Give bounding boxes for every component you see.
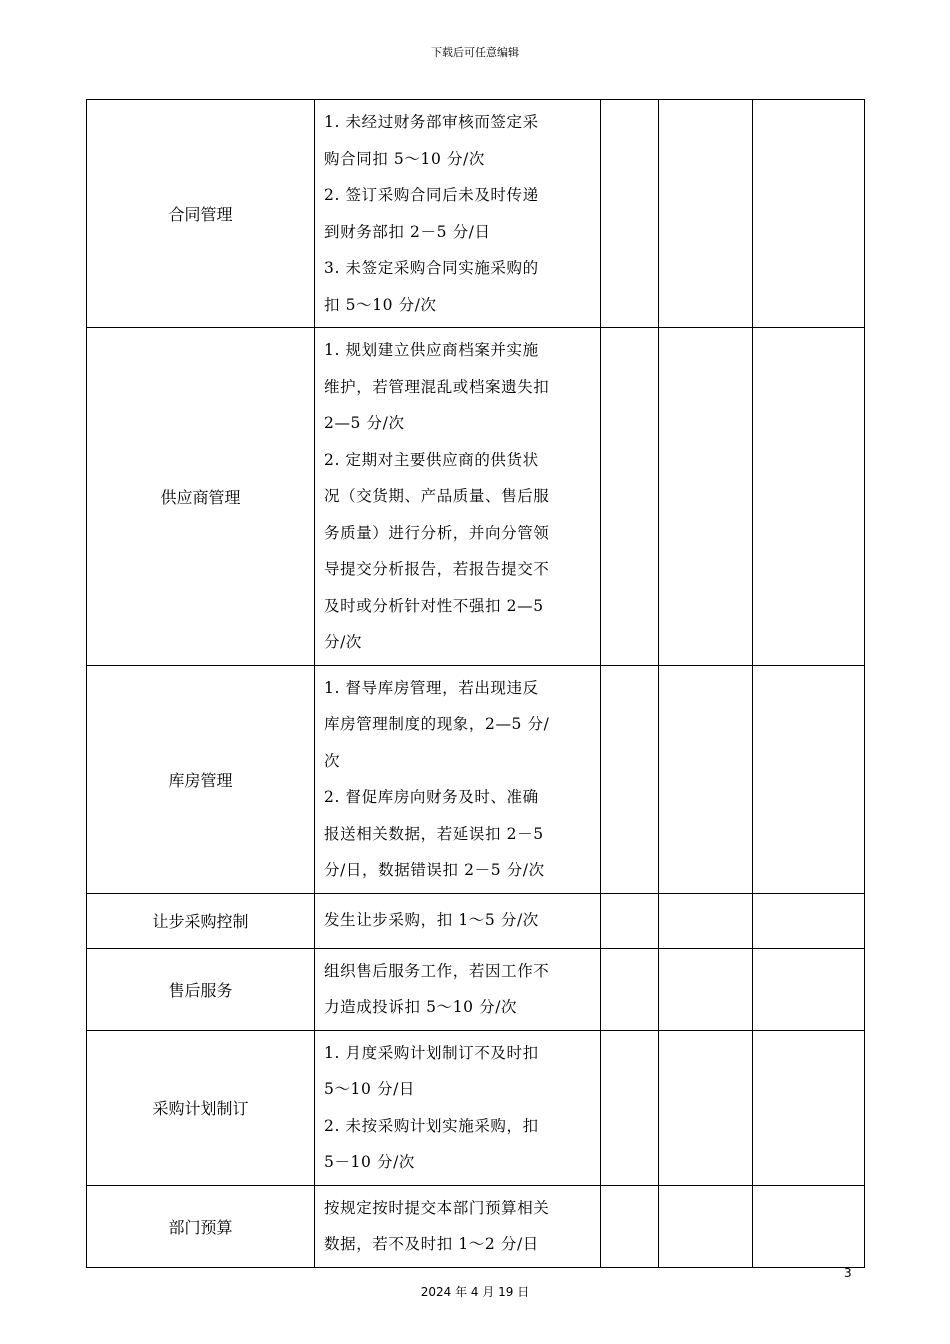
item-cell: 售后服务 bbox=[87, 948, 315, 1030]
page-number: 3 bbox=[844, 1266, 852, 1280]
empty-cell bbox=[753, 893, 865, 948]
standard-line: 维护，若管理混乱或档案遗失扣 bbox=[324, 377, 550, 396]
standard-line: 分/次 bbox=[324, 633, 363, 651]
header-note: 下载后可任意编辑 bbox=[431, 46, 519, 59]
standard-line: 次 bbox=[324, 751, 341, 770]
standard-line: 2. 签订采购合同后未及时传递 bbox=[324, 186, 539, 204]
item-cell: 合同管理 bbox=[87, 100, 315, 328]
standard-line: 5－10 分/次 bbox=[324, 1153, 416, 1171]
empty-cell bbox=[601, 1030, 659, 1185]
empty-cell bbox=[601, 328, 659, 666]
standard-line: 数据，若不及时扣 1～2 分/日 bbox=[324, 1235, 539, 1253]
empty-cell bbox=[753, 1185, 865, 1267]
item-cell: 供应商管理 bbox=[87, 328, 315, 666]
standard-cell bbox=[315, 328, 601, 666]
standard-line: 2. 定期对主要供应商的供货状 bbox=[324, 450, 539, 469]
empty-cell bbox=[753, 665, 865, 893]
item-cell: 库房管理 bbox=[87, 665, 315, 893]
assessment-table bbox=[86, 99, 865, 1268]
empty-cell bbox=[659, 893, 753, 948]
standard-line: 到财务部扣 2－5 分/日 bbox=[324, 222, 491, 241]
empty-cell bbox=[659, 1030, 753, 1185]
standard-cell bbox=[315, 1030, 601, 1185]
empty-cell bbox=[659, 328, 753, 666]
item-cell: 让步采购控制 bbox=[87, 893, 315, 948]
table-row bbox=[87, 948, 865, 1030]
standard-line: 购合同扣 5～10 分/次 bbox=[324, 149, 485, 168]
empty-cell bbox=[601, 1185, 659, 1267]
empty-cell bbox=[659, 100, 753, 328]
standard-cell bbox=[315, 665, 601, 893]
empty-cell bbox=[753, 1030, 865, 1185]
table-row bbox=[87, 100, 865, 328]
standard-line: 5～10 分/日 bbox=[324, 1080, 416, 1098]
empty-cell bbox=[753, 948, 865, 1030]
standard-line: 及时或分析针对性不强扣 2—5 bbox=[324, 596, 544, 615]
standard-line: 组织售后服务工作，若因工作不 bbox=[324, 961, 550, 980]
item-cell: 部门预算 bbox=[87, 1185, 315, 1267]
item-cell: 采购计划制订 bbox=[87, 1030, 315, 1185]
standard-line: 报送相关数据，若延误扣 2－5 bbox=[324, 824, 544, 843]
empty-cell bbox=[753, 328, 865, 666]
standard-cell bbox=[315, 100, 601, 328]
empty-cell bbox=[659, 1185, 753, 1267]
standard-line: 2—5 分/次 bbox=[324, 414, 405, 432]
table-row bbox=[87, 328, 865, 666]
standard-line: 况（交货期、产品质量、售后服 bbox=[324, 487, 550, 505]
standard-cell bbox=[315, 948, 601, 1030]
table-row bbox=[87, 893, 865, 948]
standard-line: 力造成投诉扣 5～10 分/次 bbox=[324, 998, 518, 1016]
empty-cell bbox=[659, 665, 753, 893]
table-row bbox=[87, 1030, 865, 1185]
empty-cell bbox=[659, 948, 753, 1030]
standard-line: 3. 未签定采购合同实施采购的 bbox=[324, 259, 539, 277]
table-row bbox=[87, 1185, 865, 1267]
empty-cell bbox=[601, 665, 659, 893]
standard-line: 库房管理制度的现象，2—5 分/ bbox=[324, 715, 550, 733]
empty-cell bbox=[753, 100, 865, 328]
standard-line: 扣 5～10 分/次 bbox=[324, 295, 437, 314]
footer-date: 2024 年 4 月 19 日 bbox=[420, 1285, 530, 1299]
standard-cell bbox=[315, 893, 601, 948]
standard-line: 1. 督导库房管理，若出现违反 bbox=[324, 678, 539, 697]
table-row bbox=[87, 665, 865, 893]
standard-line: 1. 未经过财务部审核而签定采 bbox=[324, 113, 539, 131]
standard-line: 务质量）进行分析，并向分管领 bbox=[324, 523, 550, 542]
standard-cell bbox=[315, 1185, 601, 1267]
standard-line: 发生让步采购，扣 1～5 分/次 bbox=[324, 911, 539, 930]
standard-line: 导提交分析报告，若报告提交不 bbox=[324, 560, 550, 578]
empty-cell bbox=[601, 100, 659, 328]
standard-line: 按规定按时提交本部门预算相关 bbox=[324, 1198, 550, 1217]
empty-cell bbox=[601, 893, 659, 948]
standard-line: 1. 规划建立供应商档案并实施 bbox=[324, 341, 539, 359]
standard-line: 2. 未按采购计划实施采购，扣 bbox=[324, 1116, 539, 1135]
standard-line: 2. 督促库房向财务及时、准确 bbox=[324, 788, 539, 806]
standard-line: 1. 月度采购计划制订不及时扣 bbox=[324, 1043, 539, 1062]
standard-line: 分/日，数据错误扣 2－5 分/次 bbox=[324, 861, 545, 879]
empty-cell bbox=[601, 948, 659, 1030]
